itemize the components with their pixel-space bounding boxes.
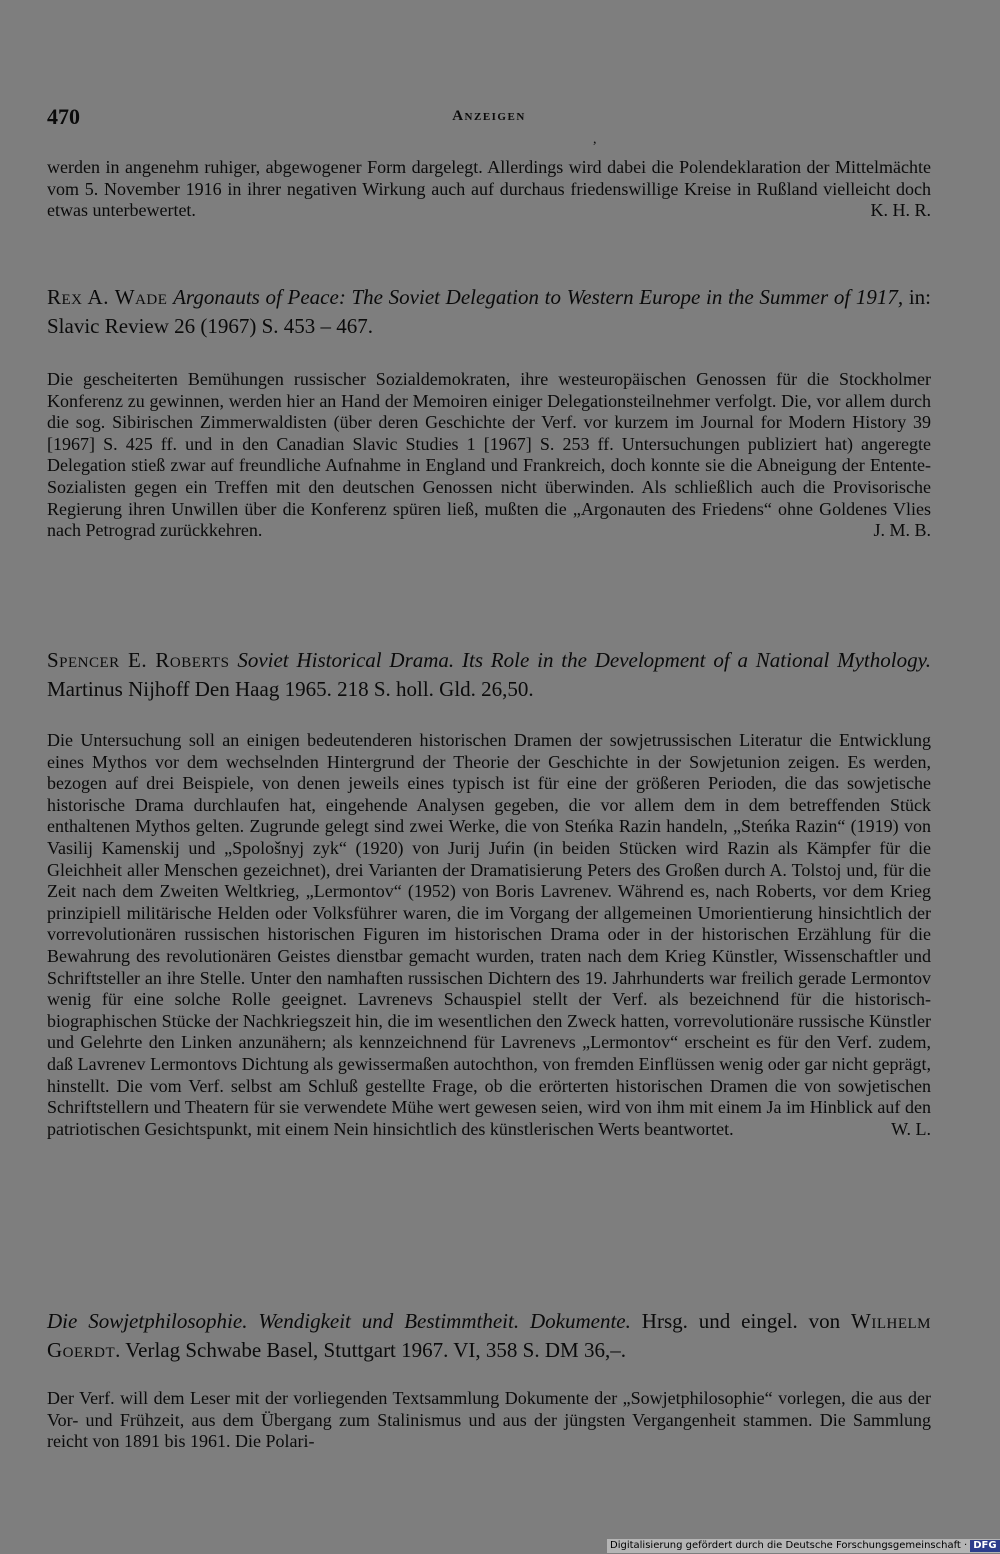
review-2-signature: W. L. — [891, 1118, 931, 1139]
review-2-title: Soviet Historical Drama. Its Role in the Development of a National Mythology. — [237, 648, 931, 672]
review-1-title: Argonauts of Peace: The Soviet Delegation to Western Europe in the Summer of 1917, — [173, 285, 904, 309]
review-2-author: Spencer E. Roberts — [47, 648, 230, 672]
review-3-title: Die Sowjetphilosophie. Wendigkeit und Bestimmtheit. Dokumente. — [47, 1309, 631, 1333]
review-3-editor-prefix: Hrsg. und eingel. von — [641, 1309, 841, 1333]
review-3-source: . Verlag Schwabe Basel, Stuttgart 1967. VI, 358 S. DM 36,–. — [115, 1338, 626, 1362]
review-3-citation — [47, 1307, 931, 1365]
review-3-body: Der Verf. will dem Leser mit der vorliegenden Textsammlung Dokumente der „Sowjetphilosophie“ vorlegen, die aus der Vor- und Frühzeit, aus dem Übergang zum Stalinismus und aus der jüngsten Vergangenheit stammen. Die Sammlung reicht von 1891 bis 1961. Die Polari- — [47, 1388, 931, 1452]
review-0-text — [47, 157, 931, 222]
review-2-body: Die Untersuchung soll an einigen bedeutenderen historischen Dramen der sowjetrussischen Literatur die Entwicklung eines Mythos vor dem wechselnden Hintergrund der Theorie der Geschichte in der Sowjetunion zeigen. Es werden, bezogen auf drei Beispiele, von denen jeweils eines typisch ist für eine der größeren Perioden, die das sowjetische historische Drama durchlaufen hat, eingehende Analysen gegeben, die vor allem dem in dem betreffenden Stück enthaltenen Mythos gelten. Zugrunde gelegt sind zwei Werke, die von Steńka Razin handeln, „Steńka Razin“ (1919) von Vasilij Kamenskij und „Spološnyj zyk“ (1920) von Jurij Juŕin (in beiden Stücken wird Razin als Kämpfer für die Gleichheit aller Menschen gezeichnet), drei Varianten der Dramatisierung Peters des Großen durch A. Tolstoj und, für die Zeit nach dem Zweiten Weltkrieg, „Lermontov“ (1952) von Boris Lavrenev. Während es, nach Roberts, vor dem Krieg prinzipiell militärische Helden oder Volksführer waren, die im Vorgang der allgemeinen Umorientierung hinsichtlich der vorrevolutionären russischen historischen Figuren im historischen Drama oder in der historischen Erzählung für die Bewahrung des revolutionären Geistes dienstbar gemacht wurden, traten nach dem Krieg Künstler, Wissenschaftler und Schriftsteller an ihre Stelle. Unter den namhaften russischen Dichtern des 19. Jahrhunderts war freilich gerade Lermontov wenig für eine solche Rolle geeignet. Lavrenevs Schauspiel stellt der Verf. als bezeichnend für die historisch-biographischen Stücke der Nachkriegszeit hin, die im wesentlichen den Zweck hatten, vorrevolutionäre russische Künstler und Gelehrte den Linken anzunähern; als kennzeichnend für Lavrenevs „Lermontov“ erscheint es für den Verf. zudem, daß Lavrenev Lermontovs Dichtung als gewissermaßen autochthon, von fremden Einflüssen wenig oder gar nicht geprägt, hinstellt. Die vom Verf. selbst am Schluß gestellte Frage, ob die erörterten historischen Dramen die von sowjetischen Schriftstellern und Theatern für sie verwendete Mühe wert gewesen seien, wird von ihm mit einem Ja im Hinblick auf den patriotischen Gesichtspunkt, mit einem Nein hinsichtlich des künstlerischen Werts beantwortet. — [47, 730, 931, 1139]
review-1-source: in: Slavic Review 26 (1967) S. 453 – 467. — [47, 285, 931, 338]
review-2-source: Martinus Nijhoff Den Haag 1965. 218 S. holl. Gld. 26,50. — [47, 677, 534, 701]
review-3-editor: Wilhelm Goerdt — [47, 1309, 932, 1362]
review-2-citation — [47, 646, 931, 704]
review-1-author: Rex A. Wade — [47, 285, 168, 309]
review-1-signature: J. M. B. — [873, 520, 931, 541]
review-2-text — [47, 730, 931, 1140]
review-0-body: werden in angenehm ruhiger, abgewogener Form dargelegt. Allerdings wird dabei die Polendeklaration der Mittelmächte vom 5. November 1916 in ihrer negativen Wirkung auch auf durchaus friedenswillige Kreise in Rußland vielleicht doch etwas unterbewertet. — [47, 157, 931, 221]
review-1-citation — [47, 283, 931, 341]
review-3-text — [47, 1388, 931, 1453]
page-header — [47, 104, 931, 147]
dfg-footer — [607, 1539, 1000, 1553]
page-number: 470 — [47, 104, 80, 129]
dfg-logo: DFG — [970, 1540, 999, 1552]
review-1-text — [47, 369, 931, 542]
footer-text: Digitalisierung gefördert durch die Deutsche Forschungsgemeinschaft · — [610, 1540, 968, 1551]
review-1-body: Die gescheiterten Bemühungen russischer Sozialdemokraten, ihre westeuropäischen Genossen für die Stockholmer Konferenz zu gewinnen, werden hier an Hand der Memoiren einiger Delegationsteilnehmer verfolgt. Die, vor allem durch die sog. Sibirischen Zimmerwaldisten (über deren Geschichte der Verf. vor kurzem im Journal for Modern History 39 [1967] S. 425 ff. und in den Canadian Slavic Studies 1 [1967] S. 253 ff. Untersuchungen publiziert hat) angeregte Delegation stieß zwar auf freundliche Aufnahme in England und Frankreich, doch konnte sie die Abneigung der Entente-Sozialisten gegen ein Treffen mit den deutschen Genossen nicht überwinden. Als schließlich auch die Provisorische Regierung ihren Unwillen über die Konferenz spüren ließ, mußten die „Argonauten des Friedens“ ohne Goldenes Vlies nach Petrograd zurückkehren. — [47, 369, 931, 541]
review-0-signature: K. H. R. — [870, 200, 931, 221]
running-title: Anzeigen — [452, 108, 526, 124]
tick-mark: , — [593, 132, 597, 147]
